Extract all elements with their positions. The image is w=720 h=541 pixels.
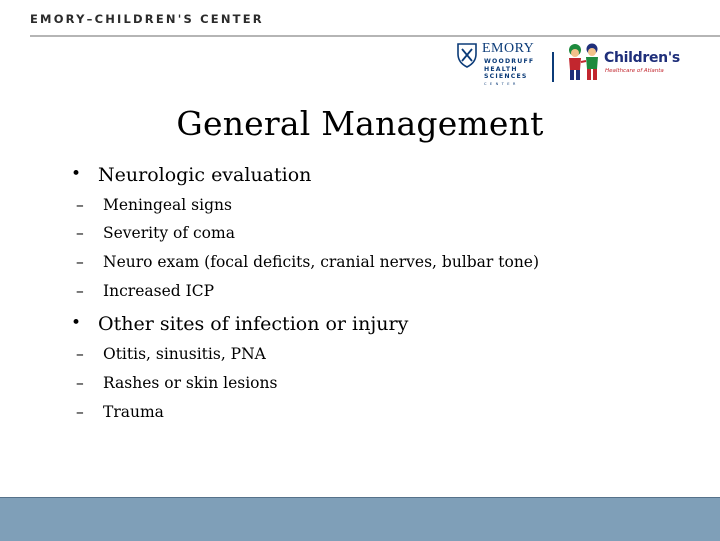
header-org-name: EMORY–CHILDREN'S CENTER <box>30 12 264 26</box>
sub-bullet-item <box>76 224 235 242</box>
sub-bullet-text: Meningeal signs <box>103 196 232 214</box>
logo-divider <box>552 52 554 82</box>
sub-bullet-marker: – <box>76 196 84 214</box>
sub-bullet-item <box>76 345 266 363</box>
sub-bullet-marker: – <box>76 253 84 271</box>
bullet-text: Neurologic evaluation <box>98 164 312 186</box>
bullet-marker: • <box>71 164 82 184</box>
sub-bullet-item <box>76 253 540 271</box>
header-divider <box>30 35 720 37</box>
sub-bullet-item <box>76 403 164 421</box>
sub-bullet-item <box>76 196 232 214</box>
bullet-item <box>71 313 409 335</box>
childrens-wordmark: Children's <box>604 50 680 66</box>
sub-bullet-marker: – <box>76 345 84 363</box>
sub-bullet-text: Severity of coma <box>103 224 235 242</box>
bullet-text: Other sites of infection or injury <box>98 313 409 335</box>
sub-bullet-marker: – <box>76 282 84 300</box>
sub-bullet-text: Rashes or skin lesions <box>103 374 278 392</box>
emory-sub-line-4: CENTER <box>484 81 519 86</box>
bullet-marker: • <box>71 313 82 333</box>
emory-sub-line-1: WOODRUFF <box>484 58 535 65</box>
emory-subtitle <box>484 58 542 88</box>
logo-group <box>456 42 696 94</box>
sub-bullet-marker: – <box>76 374 84 392</box>
childrens-subtitle: Healthcare of Atlanta <box>605 68 664 74</box>
bullet-item <box>71 164 312 186</box>
childrens-kids-icon <box>564 42 604 82</box>
emory-sub-line-2: HEALTH <box>484 65 518 73</box>
sub-bullet-item <box>76 374 278 392</box>
sub-bullet-text: Otitis, sinusitis, PNA <box>103 345 266 363</box>
sub-bullet-text: Neuro exam (focal deficits, cranial nerves, bulbar tone) <box>103 253 540 271</box>
emory-sub-line-3: SCIENCES <box>484 73 528 81</box>
sub-bullet-item <box>76 282 214 300</box>
sub-bullet-text: Trauma <box>103 403 164 421</box>
emory-shield-icon <box>456 42 478 68</box>
sub-bullet-text: Increased ICP <box>103 282 214 300</box>
slide-title: General Management <box>176 104 544 143</box>
sub-bullet-marker: – <box>76 224 84 242</box>
emory-wordmark: EMORY <box>482 41 535 56</box>
footer-bar <box>0 497 720 541</box>
sub-bullet-marker: – <box>76 403 84 421</box>
